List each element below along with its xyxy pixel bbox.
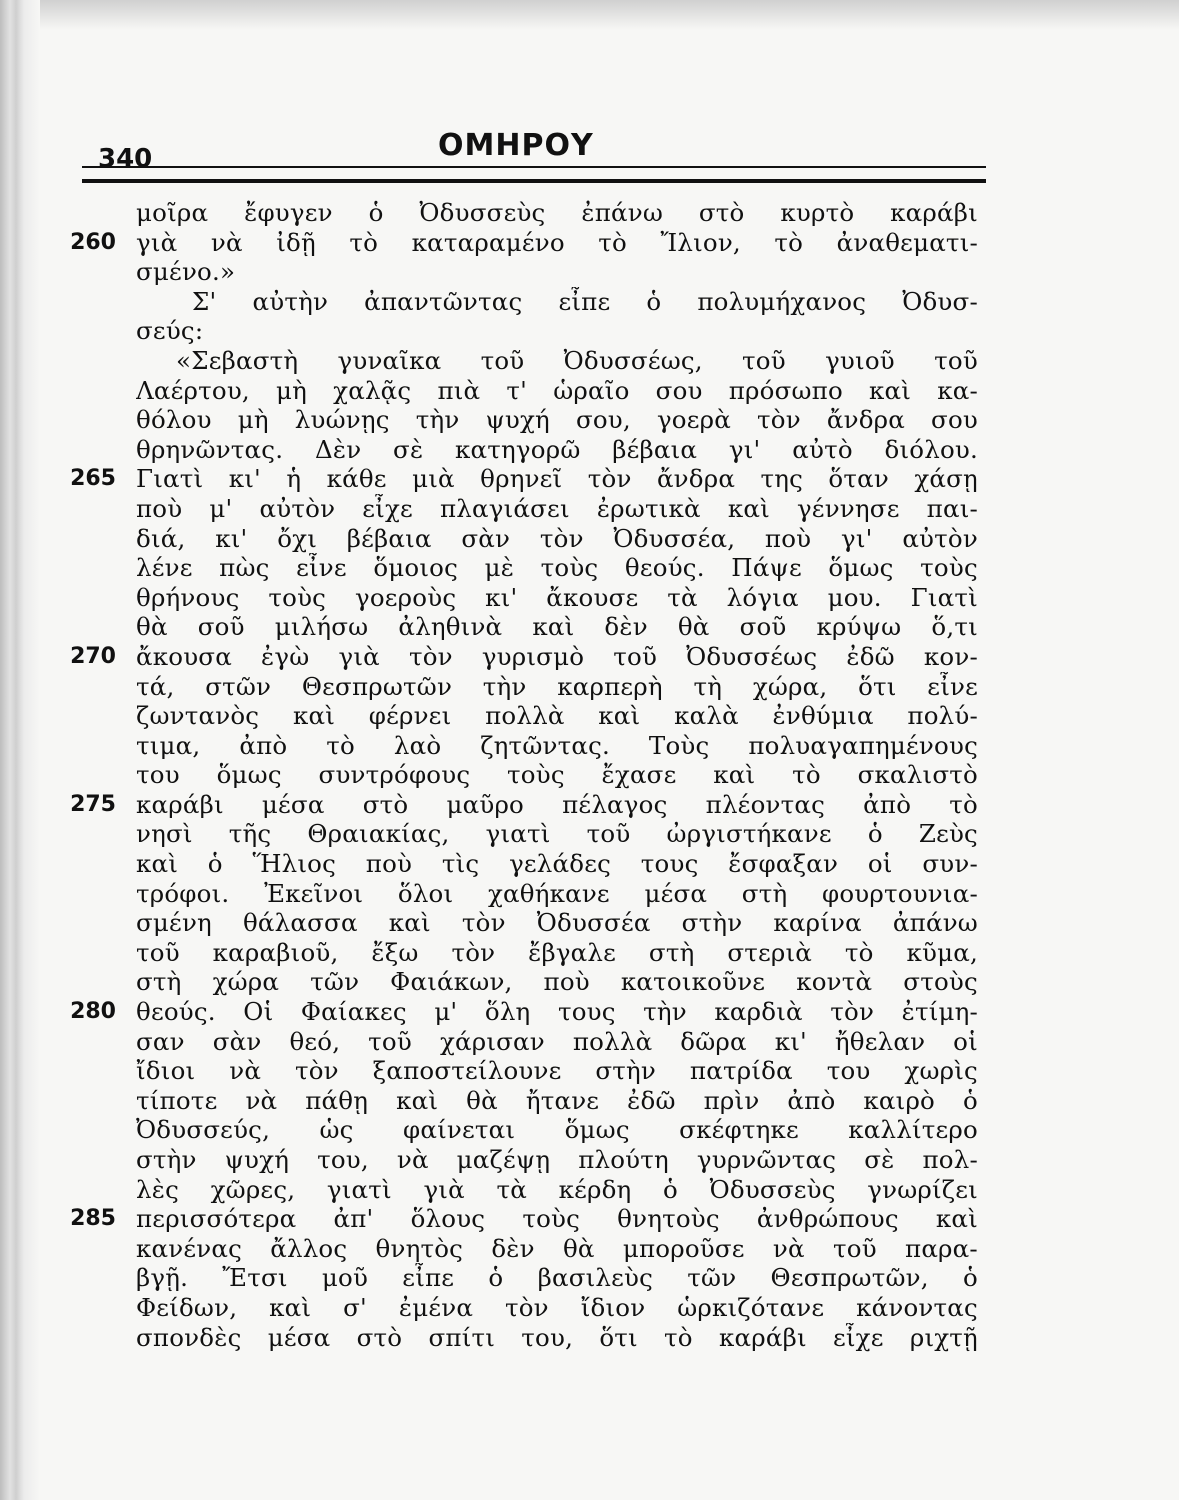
line-text: θόλου μὴ λυώνῃς τὴν ψυχή σου, γοερὰ τὸν ἄνδρα σου <box>136 405 978 435</box>
header-rule-thick <box>82 179 986 183</box>
line-text: κανένας ἄλλος θνητὸς δὲν θὰ μποροῦσε νὰ τοῦ παρα- <box>136 1233 978 1263</box>
page-edge-stack <box>0 0 40 1500</box>
text-line <box>60 1204 990 1234</box>
line-text: του ὅμως συντρόφους τοὺς ἔχασε καὶ τὸ σκαλιστὸ <box>136 760 978 790</box>
text-line <box>60 553 990 583</box>
verse-line-number: 275 <box>70 791 116 817</box>
running-title: ΟΜΗΡΟΥ <box>438 128 594 163</box>
text-line <box>60 524 990 554</box>
line-text: «Σεβαστὴ γυναῖκα τοῦ Ὀδυσσέως, τοῦ γυιοῦ τοῦ <box>176 345 978 375</box>
text-line <box>60 583 990 613</box>
line-text: στὴν ψυχή του, νὰ μαζέψῃ πλούτη γυρνῶντας σὲ πολ- <box>136 1145 978 1174</box>
line-text: σπονδὲς μέσα στὸ σπίτι του, ὅτι τὸ καράβι εἶχε ριχτῇ <box>136 1322 978 1352</box>
line-text: διά, κι' ὄχι βέβαια σὰν τὸν Ὀδυσσέα, ποὺ γι' αὐτὸν <box>136 523 978 553</box>
line-text: Γιατὶ κι' ἡ κάθε μιὰ θρηνεῖ τὸν ἄνδρα της ὅταν χάσῃ <box>136 464 978 494</box>
line-text: στὴ χώρα τῶν Φαιάκων, ποὺ κατοικοῦνε κοντὰ στοὺς <box>136 967 978 997</box>
text-line <box>60 1056 990 1086</box>
line-text: σεύς: <box>136 316 204 346</box>
text-line <box>60 1175 990 1205</box>
text-line <box>60 198 990 228</box>
body-text <box>60 198 990 1352</box>
text-line <box>60 731 990 761</box>
line-text: σμένο.» <box>136 257 236 287</box>
text-line <box>60 376 990 406</box>
line-text: λένε πὼς εἶνε ὅμοιος μὲ τοὺς θεούς. Πάψε ὅμως τοὺς <box>136 553 978 583</box>
line-text: ζωντανὸς καὶ φέρνει πολλὰ καὶ καλὰ ἐνθύμια πολύ- <box>136 701 978 731</box>
line-text: Σ' αὐτὴν ἀπαντῶντας εἶπε ὁ πολυμήχανος Ὀδυσ- <box>192 286 978 316</box>
line-text: ἄκουσα ἐγὼ γιὰ τὸν γυρισμὸ τοῦ Ὀδυσσέως ἐδῶ κον- <box>136 641 978 671</box>
line-text: καὶ ὁ Ἥλιος ποὺ τὶς γελάδες τους ἔσφαξαν οἱ συν- <box>136 849 978 879</box>
verse-line-number: 280 <box>70 999 116 1025</box>
page-number: 340 <box>98 144 153 174</box>
text-line <box>60 287 990 317</box>
text-line <box>60 1145 990 1175</box>
text-line <box>60 1234 990 1264</box>
line-text: θρήνους τοὺς γοεροὺς κι' ἄκουσε τὰ λόγια μου. Γιατὶ <box>136 582 978 612</box>
text-line <box>60 849 990 879</box>
text-line <box>60 1086 990 1116</box>
text-line <box>60 819 990 849</box>
text-line <box>60 701 990 731</box>
line-text: λὲς χῶρες, γιατὶ γιὰ τὰ κέρδη ὁ Ὀδυσσεὺς γνωρίζει <box>136 1174 978 1204</box>
text-line <box>60 346 990 376</box>
text-line <box>60 1263 990 1293</box>
text-line <box>60 1293 990 1323</box>
header-rule-thin <box>82 166 986 168</box>
text-line <box>60 642 990 672</box>
line-text: Φείδων, καὶ σ' ἐμένα τὸν ἴδιον ὡρκιζότανε κάνοντας <box>136 1292 978 1322</box>
text-line <box>60 997 990 1027</box>
line-text: μοῖρα ἔφυγεν ὁ Ὀδυσσεὺς ἐπάνω στὸ κυρτὸ καράβι <box>136 198 978 227</box>
line-text: θρηνῶντας. Δὲν σὲ κατηγορῶ βέβαια γι' αὐτὸ διόλου. <box>136 434 978 464</box>
verse-line-number: 260 <box>70 229 116 255</box>
text-line <box>60 908 990 938</box>
text-line <box>60 612 990 642</box>
text-line <box>60 228 990 258</box>
line-text: τιμα, ἀπὸ τὸ λαὸ ζητῶντας. Τοὺς πολυαγαπημένους <box>136 730 978 760</box>
text-line <box>60 938 990 968</box>
line-text: βγῇ. Ἔτσι μοῦ εἶπε ὁ βασιλεὺς τῶν Θεσπρωτῶν, ὁ <box>136 1263 978 1293</box>
text-line <box>60 257 990 287</box>
line-text: τοῦ καραβιοῦ, ἔξω τὸν ἔβγαλε στὴ στεριὰ τὸ κῦμα, <box>136 937 978 967</box>
line-text: Λαέρτου, μὴ χαλᾷς πιὰ τ' ὡραῖο σου πρόσωπο καὶ κα- <box>136 375 978 405</box>
line-text: σαν σὰν θεό, τοῦ χάρισαν πολλὰ δῶρα κι' ἤθελαν οἱ <box>136 1026 978 1056</box>
text-line <box>60 1115 990 1145</box>
verse-line-number: 270 <box>70 643 116 669</box>
verse-line-number: 265 <box>70 466 116 492</box>
verse-line-number: 285 <box>70 1206 116 1232</box>
text-line <box>60 760 990 790</box>
text-line <box>60 967 990 997</box>
text-line <box>60 435 990 465</box>
line-text: τίποτε νὰ πάθῃ καὶ θὰ ἤτανε ἐδῶ πρὶν ἀπὸ καιρὸ ὁ <box>136 1085 978 1115</box>
line-text: σμένη θάλασσα καὶ τὸν Ὀδυσσέα στὴν καρίνα ἀπάνω <box>136 908 978 938</box>
text-line <box>60 405 990 435</box>
line-text: νησὶ τῆς Θραιακίας, γιατὶ τοῦ ὠργιστήκανε ὁ Ζεὺς <box>136 819 978 849</box>
line-text: θὰ σοῦ μιλήσω ἀληθινὰ καὶ δὲν θὰ σοῦ κρύψω ὅ,τι <box>136 612 978 642</box>
line-text: γιὰ νὰ ἰδῇ τὸ καταραμένο τὸ Ἴλιον, τὸ ἀναθεματι- <box>136 227 978 257</box>
text-line <box>60 672 990 702</box>
line-text: τά, στῶν Θεσπρωτῶν τὴν καρπερὴ τὴ χώρα, ὅτι εἶνε <box>136 671 978 701</box>
page-top-shadow <box>0 0 1179 30</box>
page-header <box>86 128 986 178</box>
text-line <box>60 1323 990 1353</box>
text-line <box>60 879 990 909</box>
text-line <box>60 494 990 524</box>
line-text: περισσότερα ἀπ' ὅλους τοὺς θνητοὺς ἀνθρώπους καὶ <box>136 1204 978 1234</box>
line-text: τρόφοι. Ἐκεῖνοι ὅλοι χαθήκανε μέσα στὴ φουρτουνια- <box>136 878 978 908</box>
line-text: ποὺ μ' αὐτὸν εἶχε πλαγιάσει ἐρωτικὰ καὶ γέννησε παι- <box>136 493 978 523</box>
line-text: θεούς. Οἱ Φαίακες μ' ὅλη τους τὴν καρδιὰ τὸν ἐτίμη- <box>136 997 978 1027</box>
text-line <box>60 1027 990 1057</box>
text-line <box>60 464 990 494</box>
line-text: ἴδιοι νὰ τὸν ξαποστείλουνε στὴν πατρίδα του χωρὶς <box>136 1056 978 1086</box>
text-line <box>60 316 990 346</box>
line-text: Ὀδυσσεύς, ὡς φαίνεται ὅμως σκέφτηκε καλλίτερο <box>136 1115 978 1145</box>
text-line <box>60 790 990 820</box>
line-text: καράβι μέσα στὸ μαῦρο πέλαγος πλέοντας ἀπὸ τὸ <box>136 789 978 819</box>
